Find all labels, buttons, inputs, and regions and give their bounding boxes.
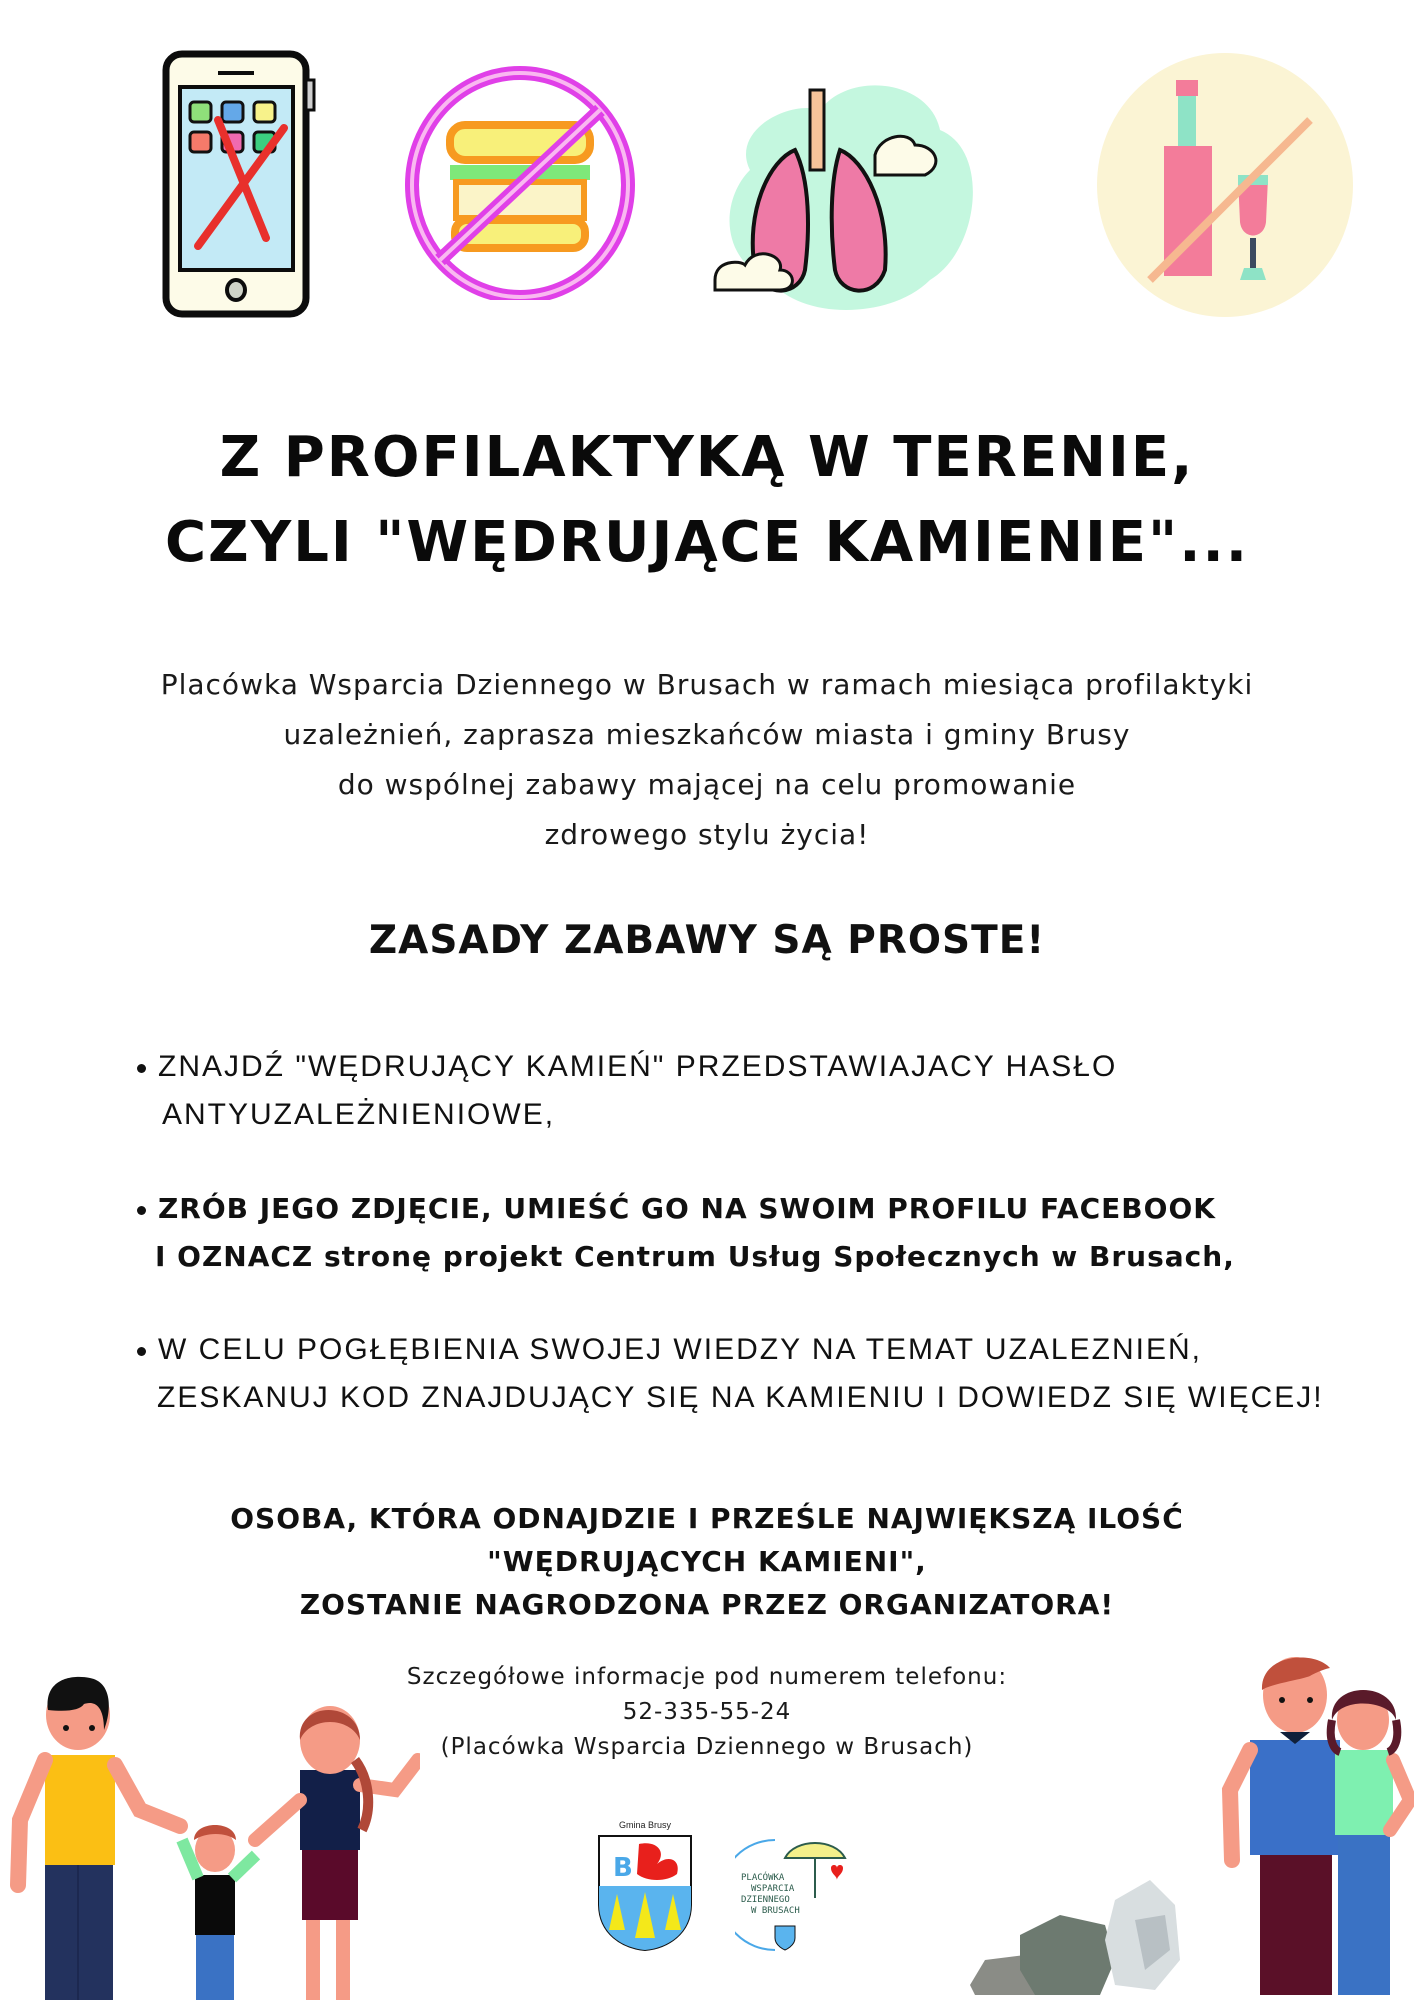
no-alcohol-icon (1090, 50, 1360, 320)
contact-label: Szczegółowe informacje pod numerem telefonu: (406, 1664, 1008, 1690)
svg-text:DZIENNEGO: DZIENNEGO (741, 1895, 790, 1905)
placowka-wsparcia-logo (735, 1830, 850, 1955)
prize-line: ZOSTANIE NAGRODZONA PRZEZ ORGANIZATORA! (299, 1588, 1115, 1621)
lungs-icon (710, 50, 1020, 320)
prize-line: "WĘDRUJĄCYCH KAMIENI", (487, 1545, 927, 1578)
prize-announcement (0, 1497, 1414, 1626)
svg-text:W BRUSACH: W BRUSACH (751, 1906, 800, 1916)
rule-text: ZESKANUJ KOD ZNAJDUJĄCY SIĘ NA KAMIENIU I DOWIEDZ SIĘ WIĘCEJ! (157, 1381, 1324, 1414)
rule-item-2 (137, 1185, 1235, 1281)
svg-text:PLACÓWKA: PLACÓWKA (741, 1873, 785, 1883)
intro-line: do wspólnej zabawy mającej na celu promowanie (337, 768, 1077, 801)
rule-text: W CELU POGŁĘBIENIA SWOJEJ WIEDZY NA TEMAT UZALEZNIEŃ, (158, 1333, 1202, 1366)
rule-text: I OZNACZ stronę projekt Centrum Usług Społecznych w Brusach, (155, 1240, 1235, 1273)
intro-line: zdrowego stylu życia! (544, 818, 870, 851)
no-phone-icon (160, 50, 320, 320)
contact-phone: 52-335-55-24 (622, 1699, 792, 1725)
coat-of-arms-icon (597, 1834, 693, 1952)
page-title-line-1: Z PROFILAKTYKĄ W TERENIE, (219, 425, 1195, 490)
family-illustration-left (0, 1660, 420, 2000)
prize-line: OSOBA, KTÓRA ODNAJDZIE I PRZEŚLE NAJWIĘKSZĄ ILOŚĆ (230, 1502, 1184, 1535)
bullet-icon (137, 1206, 146, 1215)
rules-heading: ZASADY ZABAWY SĄ PROSTE! (368, 918, 1046, 963)
rule-text: ANTYUZALEŻNIENIOWE, (162, 1098, 556, 1131)
couple-illustration-right (1210, 1640, 1414, 2000)
contact-org: (Placówka Wsparcia Dziennego w Brusach) (440, 1734, 974, 1760)
rule-item-1 (137, 1043, 1117, 1139)
no-fast-food-icon (400, 60, 640, 300)
intro-line: uzależnień, zaprasza mieszkańców miasta i gminy Brusy (283, 718, 1131, 751)
gmina-brusy-logo (595, 1820, 695, 1960)
page-title-line-2: CZYLI "WĘDRUJĄCE KAMIENIE"... (164, 510, 1250, 575)
intro-paragraph (0, 660, 1414, 860)
bullet-icon (137, 1064, 146, 1073)
rule-text: ZRÓB JEGO ZDJĘCIE, UMIEŚĆ GO NA SWOIM PROFILU FACEBOOK (158, 1192, 1216, 1225)
gmina-label: Gmina Brusy (618, 1820, 671, 1830)
stones-illustration (965, 1860, 1205, 2000)
svg-text:WSPARCIA: WSPARCIA (751, 1884, 795, 1894)
intro-line: Placówka Wsparcia Dziennego w Brusach w ramach miesiąca profilaktyki (160, 668, 1254, 701)
rule-text: ZNAJDŹ "WĘDRUJĄCY KAMIEŃ" PRZEDSTAWIAJACY HASŁO (158, 1050, 1118, 1083)
rule-item-3 (137, 1326, 1324, 1422)
bullet-icon (137, 1347, 146, 1356)
svg-text:B: B (613, 1853, 633, 1883)
